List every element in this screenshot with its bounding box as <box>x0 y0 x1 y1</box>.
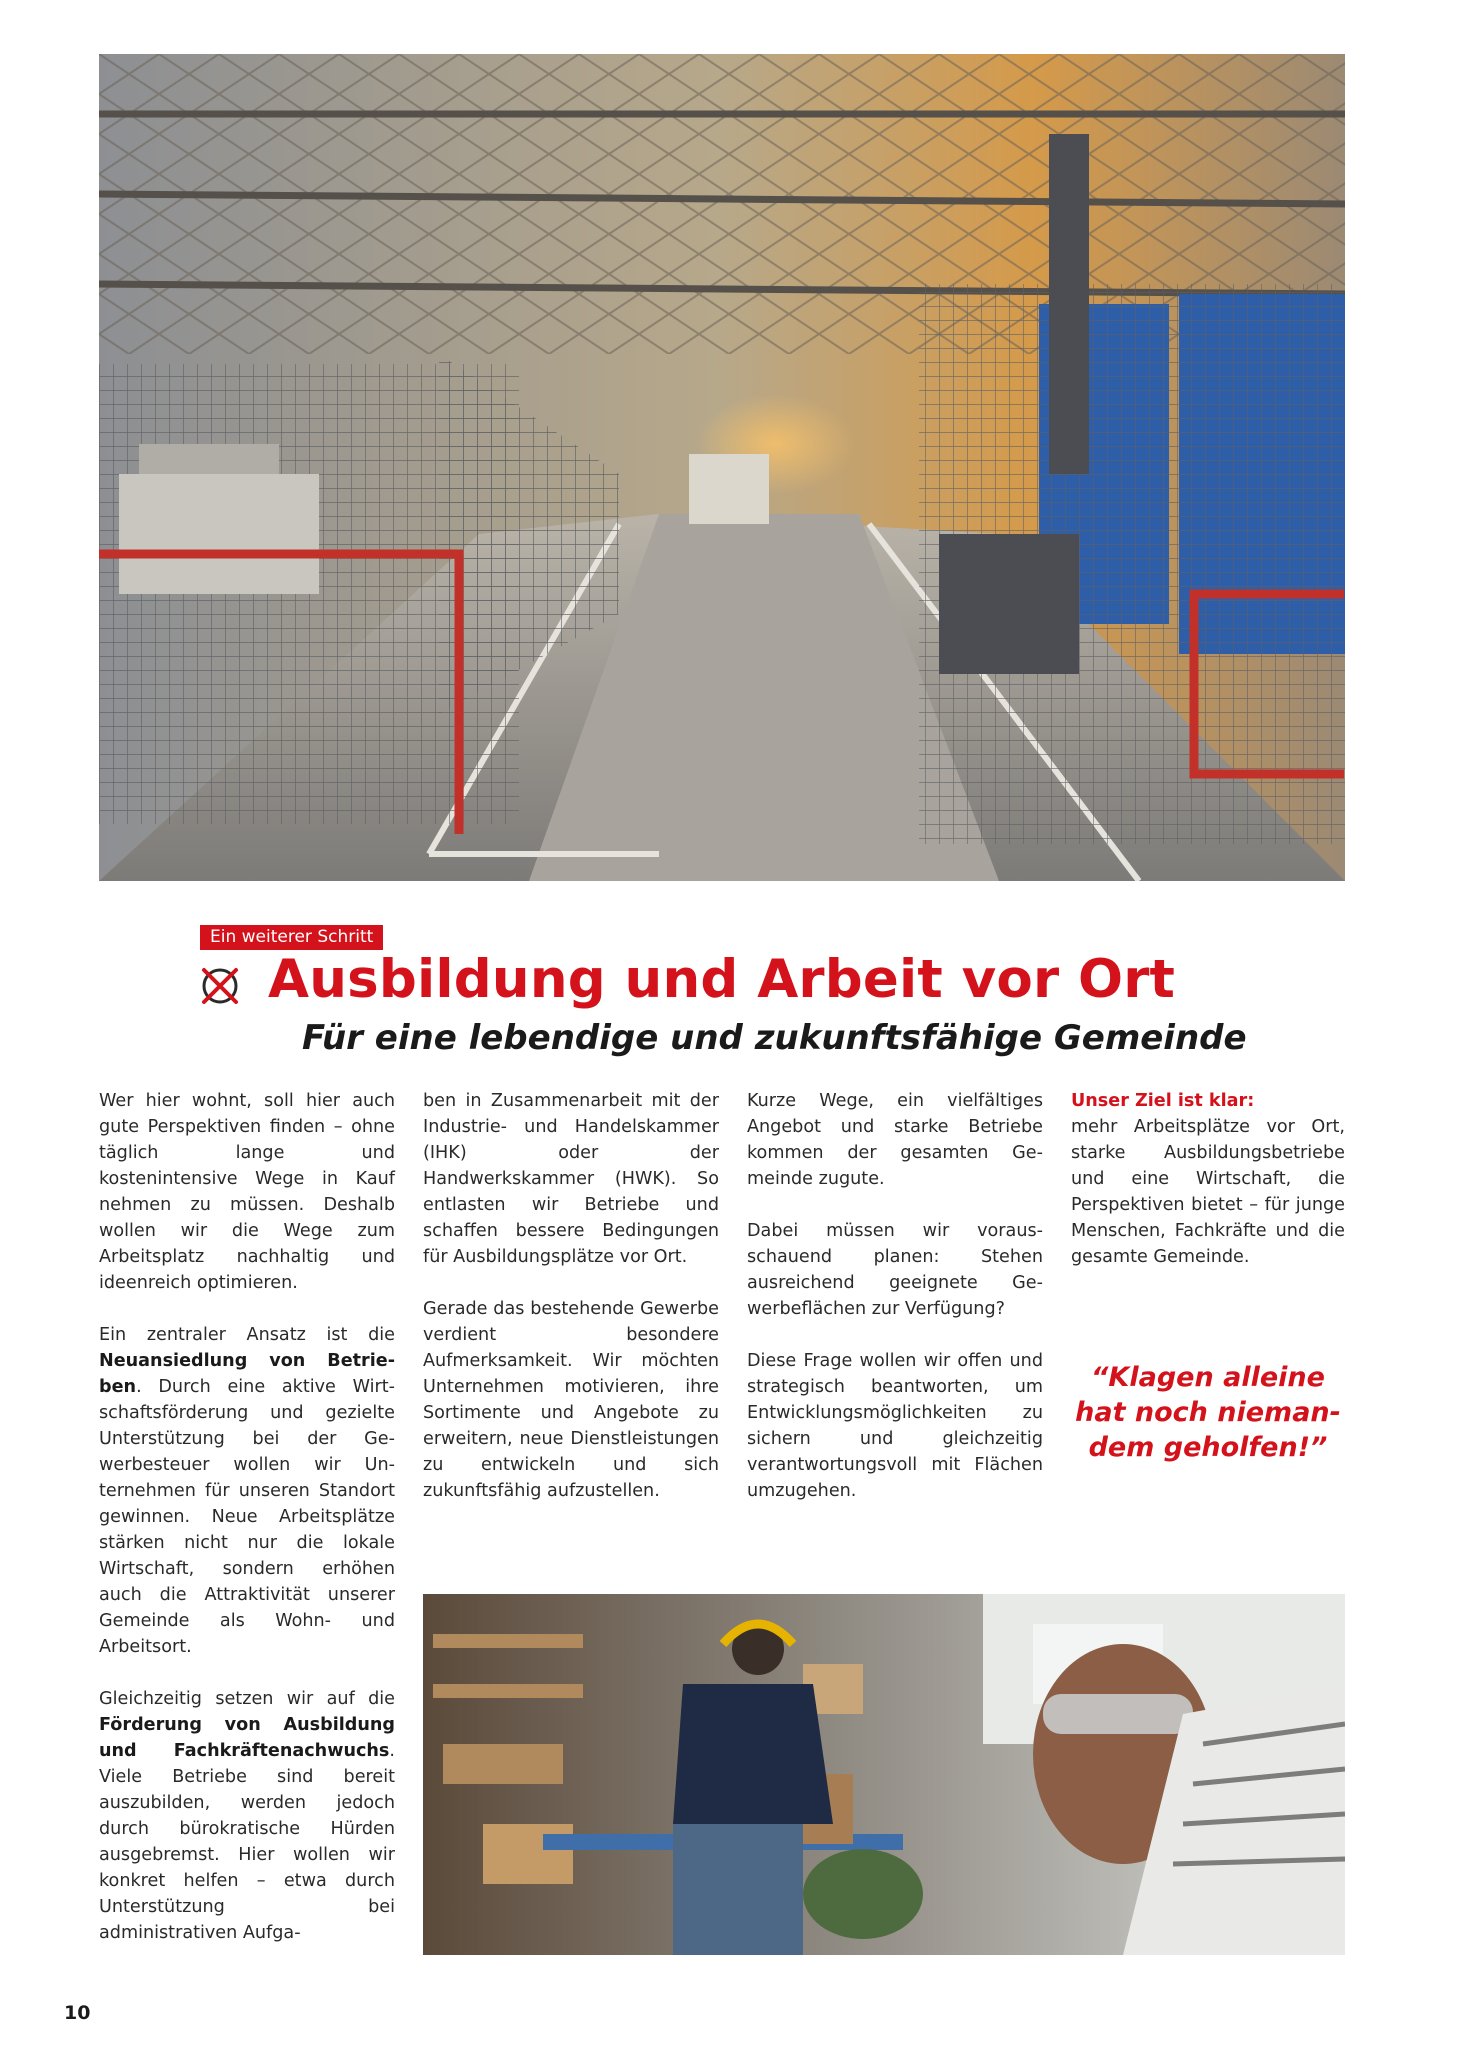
paragraph: Kurze Wege, ein vielfältiges Angebot und starke Betriebe kommen der gesamten Gemeinde zugute. <box>747 1091 1043 1189</box>
workshop-photo <box>423 1594 1345 1955</box>
emphasis-text: Neuansiedlung von Betrieben <box>99 1351 395 1397</box>
hero-photo <box>99 54 1345 881</box>
factory-hall-image <box>99 54 1345 881</box>
subheadline: Für eine lebendige und zukunftsfähige Gemeinde <box>302 1018 1247 1058</box>
text-run: . Viele Betriebe sind bereit auszubilden, werden jedoch durch bürokratische Hürden ausgebremst. Hier wollen wir konkret helfen – etwa durch Unterstützung bei administrativen Aufga- <box>99 1741 395 1943</box>
emphasis-text: Förderung von Ausbildung und Fachkräftenachwuchs <box>99 1715 395 1761</box>
article-column-4 <box>1071 1088 1345 1270</box>
paragraph <box>1071 1088 1345 1270</box>
article-column-2 <box>423 1088 719 1504</box>
paragraph <box>99 1686 395 1946</box>
headline: Ausbildung und Arbeit vor Ort <box>268 949 1176 1010</box>
kicker-label: Ein weiterer Schritt <box>200 925 383 950</box>
text-run: Ein zentraler Ansatz ist die <box>99 1325 395 1345</box>
paragraph: Dabei müssen wir vorausschauend planen: Stehen ausreichend geeignete Gewerbeflächen zur Verfügung? <box>747 1221 1043 1319</box>
paragraph: Wer hier wohnt, soll hier auch gute Perspektiven finden – ohne täglich lange und kostenintensive Wege in Kauf nehmen zu müssen. Deshalb wollen wir die Wege zum Arbeitsplatz nachhaltig und ideenreich optimieren. <box>99 1091 395 1293</box>
pull-quote: “Klagen alleine hat noch niemandem geholfen!” <box>1075 1362 1341 1463</box>
paragraph <box>99 1322 395 1660</box>
text-run: . Durch eine aktive Wirtschaftsförderung und gezielte Unterstützung bei der Gewerbesteuer wollen wir Unternehmen für unseren Standort gewinnen. Neue Arbeitsplätze stärken nicht nur die lokale Wirtschaft, sondern erhöhen auch die Attraktivität unserer Gemeinde als Wohn- und Arbeitsort. <box>99 1377 395 1657</box>
article-column-1 <box>99 1088 395 1946</box>
page-number: 10 <box>64 2002 91 2024</box>
paragraph: Gerade das bestehende Gewerbe verdient besondere Aufmerksamkeit. Wir möchten Unternehmen motivieren, ihre Sortimente und Angebote zu erweitern, neue Dienstleistungen zu entwickeln und sich zukunftsfähig aufzustellen. <box>423 1299 719 1501</box>
article-column-3 <box>747 1088 1043 1504</box>
paragraph: Diese Frage wollen wir offen und strategisch beantworten, um Entwicklungsmöglichkeiten zu sichern und gleichzeitig verantwortungsvoll mit Flächen umzugehen. <box>747 1351 1043 1501</box>
paragraph: ben in Zusammenarbeit mit der Industrie- und Handelskammer (IHK) oder der Handwerkskammer (HWK). So entlasten wir Betriebe und schaffen bessere Bedingungen für Ausbildungsplätze vor Ort. <box>423 1091 719 1267</box>
goal-label: Unser Ziel ist klar: <box>1071 1091 1255 1111</box>
text-run: Gleichzeitig setzen wir auf die <box>99 1689 395 1709</box>
ballot-cross-icon <box>196 962 244 1010</box>
goal-text: mehr Arbeitsplätze vor Ort, starke Ausbildungsbetriebe und eine Wirtschaft, die Perspektiven bietet – für junge Menschen, Fachkräfte und die gesamte Gemeinde. <box>1071 1117 1345 1267</box>
workshop-image <box>423 1594 1345 1955</box>
